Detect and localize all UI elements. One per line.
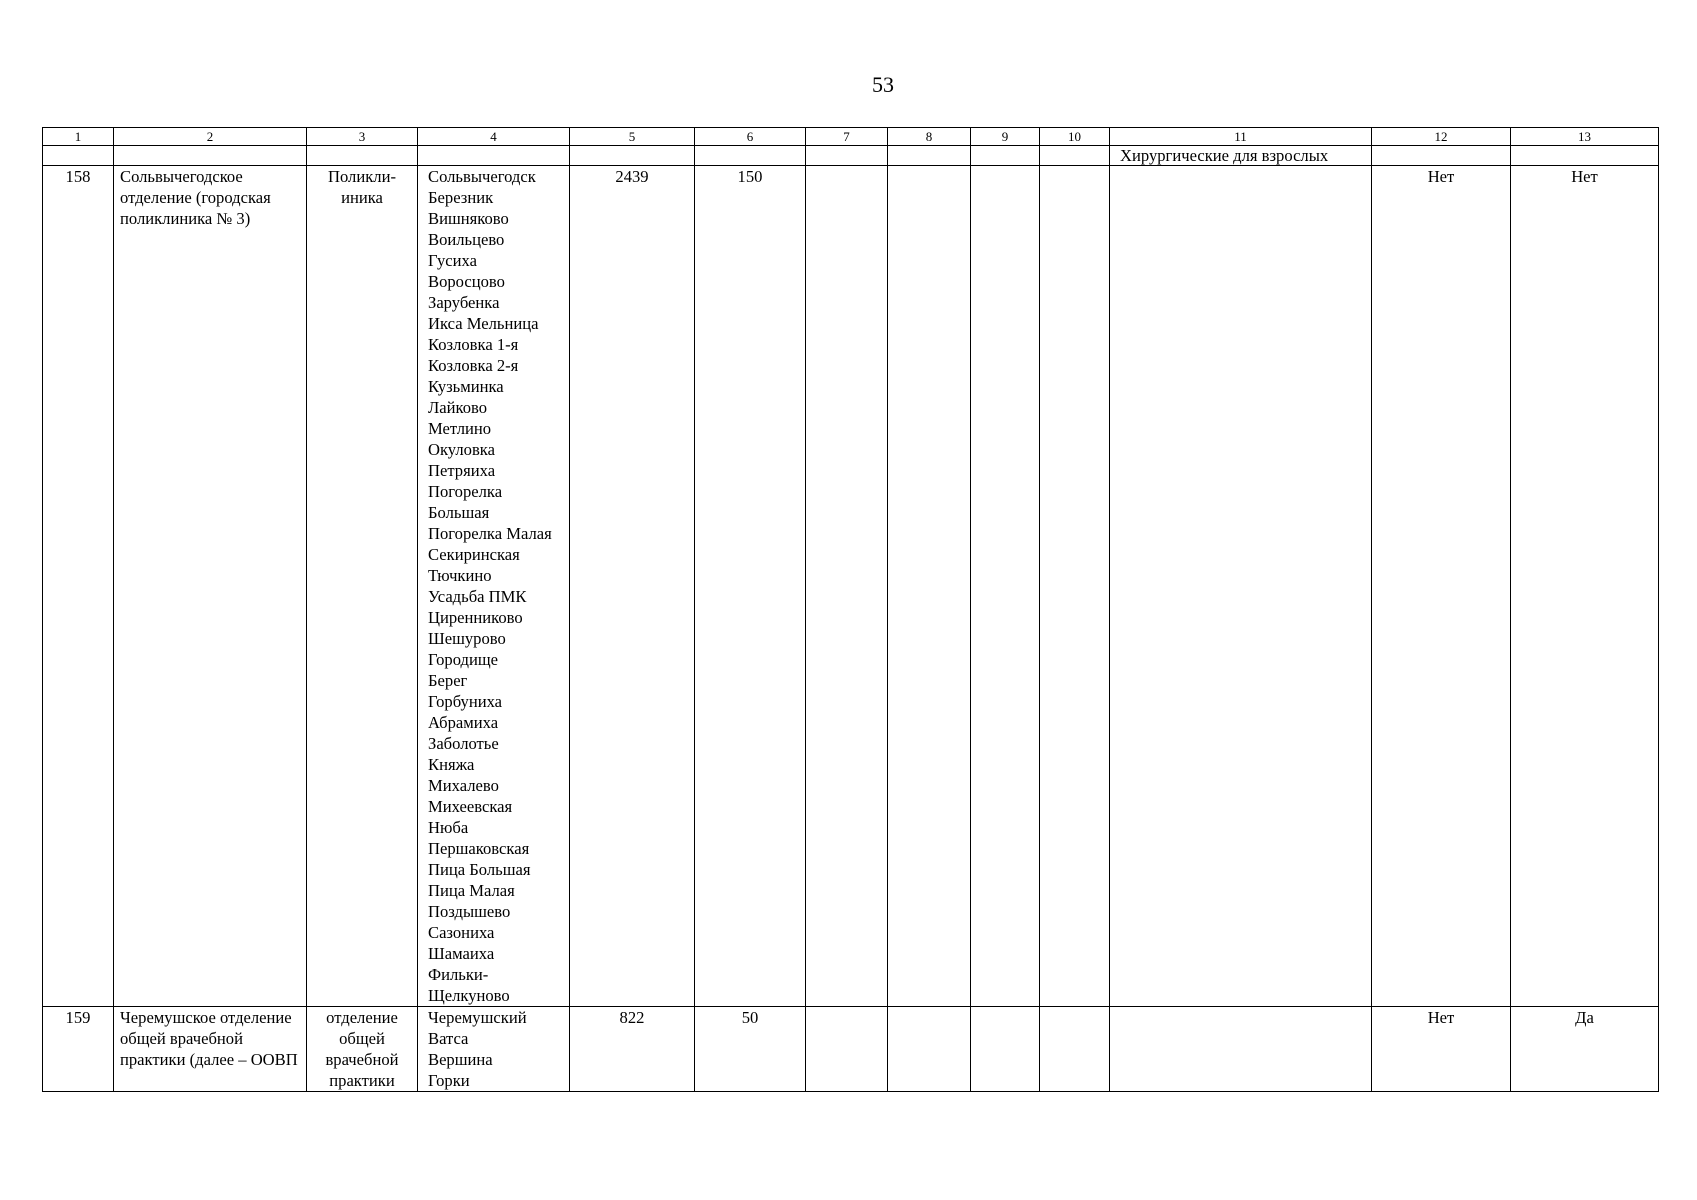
settlement-name: Заболотье	[428, 734, 499, 753]
column-number: 2	[114, 128, 307, 146]
column-number: 1	[43, 128, 114, 146]
settlement-name: Ватса	[428, 1029, 469, 1048]
settlement-name: Лайково	[428, 398, 488, 417]
col12-value: Нет	[1372, 1007, 1511, 1092]
settlement-name: Михалево	[428, 776, 499, 795]
facility-type: отделение общей врачебной практики	[307, 1007, 418, 1092]
settlement-name: Окуловка	[428, 440, 495, 459]
table-row	[43, 1007, 1659, 1092]
col6-value: 150	[695, 166, 806, 1007]
settlement-name: Горки	[428, 1071, 470, 1090]
column-number: 7	[806, 128, 888, 146]
settlement-name: Пица Малая	[428, 881, 515, 900]
settlement-name: Козловка 2-я	[428, 356, 519, 375]
settlement-name: Козловка 1-я	[428, 335, 519, 354]
table-row	[43, 166, 1659, 1007]
column-number: 11	[1110, 128, 1372, 146]
settlement-name: Сольвычегодск	[428, 167, 536, 186]
settlement-name: Березник	[428, 188, 494, 207]
facility-name: Черемушское отделение общей врачебной практики (далее – ООВП	[114, 1007, 307, 1092]
column-number: 10	[1040, 128, 1110, 146]
settlement-name: Погорелка	[428, 482, 503, 501]
settlement-name: Метлино	[428, 419, 492, 438]
facility-name: Сольвычегодское отделение (городская поликлиника № 3)	[114, 166, 307, 1007]
settlement-name: Воильцево	[428, 230, 505, 249]
col13-value: Нет	[1511, 166, 1659, 1007]
column-number: 12	[1372, 128, 1511, 146]
settlement-name: Шамаиха	[428, 944, 495, 963]
settlement-name: Сазониха	[428, 923, 495, 942]
column-number: 8	[888, 128, 971, 146]
settlement-name: Погорелка Малая	[428, 524, 552, 543]
settlement-name: Черемушский	[428, 1008, 527, 1027]
column-number: 6	[695, 128, 806, 146]
subheading-row	[43, 146, 1659, 166]
settlement-name: Поздышево	[428, 902, 511, 921]
settlement-name: Петряиха	[428, 461, 496, 480]
settlement-name: Фильки-	[428, 965, 489, 984]
data-table	[42, 127, 1659, 1092]
settlement-name: Гусиха	[428, 251, 477, 270]
row-number: 158	[43, 166, 114, 1007]
facility-type: Поликли-иника	[307, 166, 418, 1007]
settlement-name: Вишняково	[428, 209, 509, 228]
settlements-list	[418, 166, 570, 1007]
column-number: 13	[1511, 128, 1659, 146]
settlement-name: Циренниково	[428, 608, 523, 627]
settlements-list	[418, 1007, 570, 1092]
col12-value: Нет	[1372, 166, 1511, 1007]
settlement-name: Шешурово	[428, 629, 506, 648]
col5-value: 2439	[570, 166, 695, 1007]
settlement-name: Секиринская	[428, 545, 520, 564]
settlement-name: Тючкино	[428, 566, 492, 585]
row-number: 159	[43, 1007, 114, 1092]
column-number-row	[43, 128, 1659, 146]
page-number: 53	[872, 72, 894, 97]
settlement-name: Михеевская	[428, 797, 513, 816]
settlement-name: Зарубенка	[428, 293, 500, 312]
col13-value: Да	[1511, 1007, 1659, 1092]
settlement-name: Воросцово	[428, 272, 505, 291]
settlement-name: Щелкуново	[428, 986, 510, 1005]
settlement-name: Нюба	[428, 818, 469, 837]
settlement-name: Вершина	[428, 1050, 493, 1069]
col6-value: 50	[695, 1007, 806, 1092]
settlement-name: Горбуниха	[428, 692, 503, 711]
settlement-name: Городище	[428, 650, 499, 669]
settlement-name: Усадьба ПМК	[428, 587, 527, 606]
settlement-name: Пица Большая	[428, 860, 531, 879]
column-number: 3	[307, 128, 418, 146]
col5-value: 822	[570, 1007, 695, 1092]
settlement-name: Икса Мельница	[428, 314, 539, 333]
subheading: Хирургические для взрослых	[1120, 146, 1329, 165]
settlement-name: Кузьминка	[428, 377, 504, 396]
column-number: 4	[418, 128, 570, 146]
settlement-name: Абрамиха	[428, 713, 499, 732]
column-number: 5	[570, 128, 695, 146]
settlement-name: Першаковская	[428, 839, 530, 858]
settlement-name: Большая	[428, 503, 490, 522]
settlement-name: Княжа	[428, 755, 475, 774]
settlement-name: Берег	[428, 671, 468, 690]
column-number: 9	[971, 128, 1040, 146]
